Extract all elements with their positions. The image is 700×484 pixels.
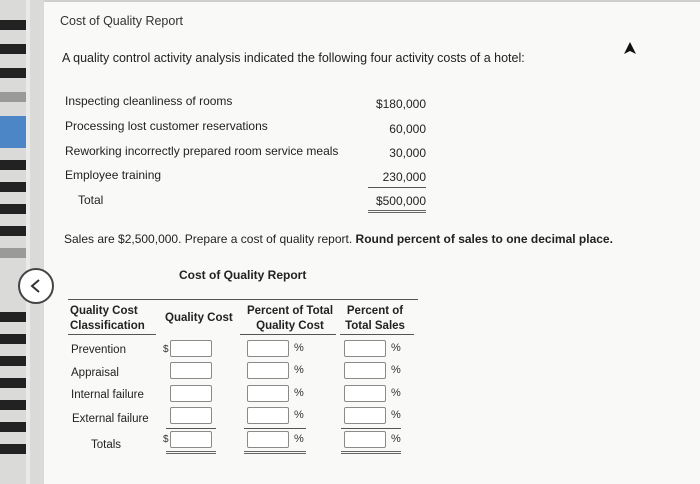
percent-sign: % bbox=[294, 342, 304, 354]
percent-sign: % bbox=[294, 364, 304, 376]
quality-cost-input-appraisal[interactable] bbox=[170, 362, 212, 379]
pct-total-input-appraisal[interactable] bbox=[247, 362, 289, 379]
activity-label: Inspecting cleanliness of rooms bbox=[65, 94, 233, 108]
pct-sales-input-internal-failure[interactable] bbox=[344, 385, 386, 402]
row-label-totals: Totals bbox=[91, 439, 122, 451]
pct-total-header: Percent of Total Quality Cost bbox=[246, 305, 334, 332]
percent-sign: % bbox=[294, 433, 304, 445]
percent-sign: % bbox=[391, 409, 401, 421]
percent-sign: % bbox=[391, 342, 401, 354]
report-title: Cost of Quality Report bbox=[179, 268, 307, 282]
pct-sales-input-appraisal[interactable] bbox=[344, 362, 386, 379]
rounding-instruction: Round percent of sales to one decimal place. bbox=[355, 232, 613, 246]
activity-amount: 60,000 bbox=[389, 122, 426, 136]
percent-sign: % bbox=[391, 387, 401, 399]
pct-total-input-external-failure[interactable] bbox=[247, 407, 289, 424]
total-double-rule bbox=[368, 210, 426, 213]
pct-sales-header: Percent of Total Sales bbox=[345, 305, 405, 332]
page-title: Cost of Quality Report bbox=[60, 14, 183, 28]
percent-sign: % bbox=[391, 433, 401, 445]
left-sidebar-strip bbox=[0, 0, 44, 484]
header-top-rule bbox=[68, 299, 418, 300]
dollar-sign: $ bbox=[163, 344, 169, 355]
pct-total-input-total[interactable] bbox=[247, 431, 289, 448]
percent-sign: % bbox=[294, 387, 304, 399]
pct-sales-input-external-failure[interactable] bbox=[344, 407, 386, 424]
activity-label: Reworking incorrectly prepared room service meals bbox=[65, 144, 339, 158]
percent-sign: % bbox=[294, 409, 304, 421]
back-button[interactable] bbox=[18, 268, 54, 304]
row-label-appraisal: Appraisal bbox=[71, 367, 119, 379]
quality-cost-header: Quality Cost bbox=[165, 312, 233, 324]
intro-text: A quality control activity analysis indicated the following four activity costs of a hotel: bbox=[62, 51, 525, 65]
pct-total-input-internal-failure[interactable] bbox=[247, 385, 289, 402]
activity-amount: $180,000 bbox=[375, 97, 426, 111]
quality-cost-input-external-failure[interactable] bbox=[170, 407, 212, 424]
percent-sign: % bbox=[391, 364, 401, 376]
subtotal-rule bbox=[368, 187, 426, 188]
total-amount: $500,000 bbox=[375, 194, 426, 208]
classification-header: Quality Cost Classification bbox=[70, 305, 145, 332]
activity-label: Employee training bbox=[65, 168, 162, 182]
row-label-external-failure: External failure bbox=[72, 413, 149, 425]
quality-cost-input-prevention[interactable] bbox=[170, 340, 212, 357]
quality-cost-input-total[interactable] bbox=[170, 431, 212, 448]
sales-text: Sales are $2,500,000. Prepare a cost of quality report. bbox=[64, 232, 353, 246]
quality-cost-input-internal-failure[interactable] bbox=[170, 385, 212, 402]
activity-amount: 30,000 bbox=[389, 146, 426, 160]
total-label: Total bbox=[78, 193, 104, 207]
sales-instructions bbox=[64, 232, 613, 246]
activity-amount: 230,000 bbox=[382, 170, 426, 184]
pct-sales-input-total[interactable] bbox=[344, 431, 386, 448]
row-label-internal-failure: Internal failure bbox=[71, 389, 144, 401]
row-label-prevention: Prevention bbox=[71, 344, 126, 356]
pct-sales-input-prevention[interactable] bbox=[344, 340, 386, 357]
activity-label: Processing lost customer reservations bbox=[65, 119, 268, 133]
pct-total-input-prevention[interactable] bbox=[247, 340, 289, 357]
cursor-arrow-icon bbox=[624, 42, 636, 56]
chevron-left-icon bbox=[28, 278, 44, 294]
dollar-sign: $ bbox=[163, 434, 169, 445]
